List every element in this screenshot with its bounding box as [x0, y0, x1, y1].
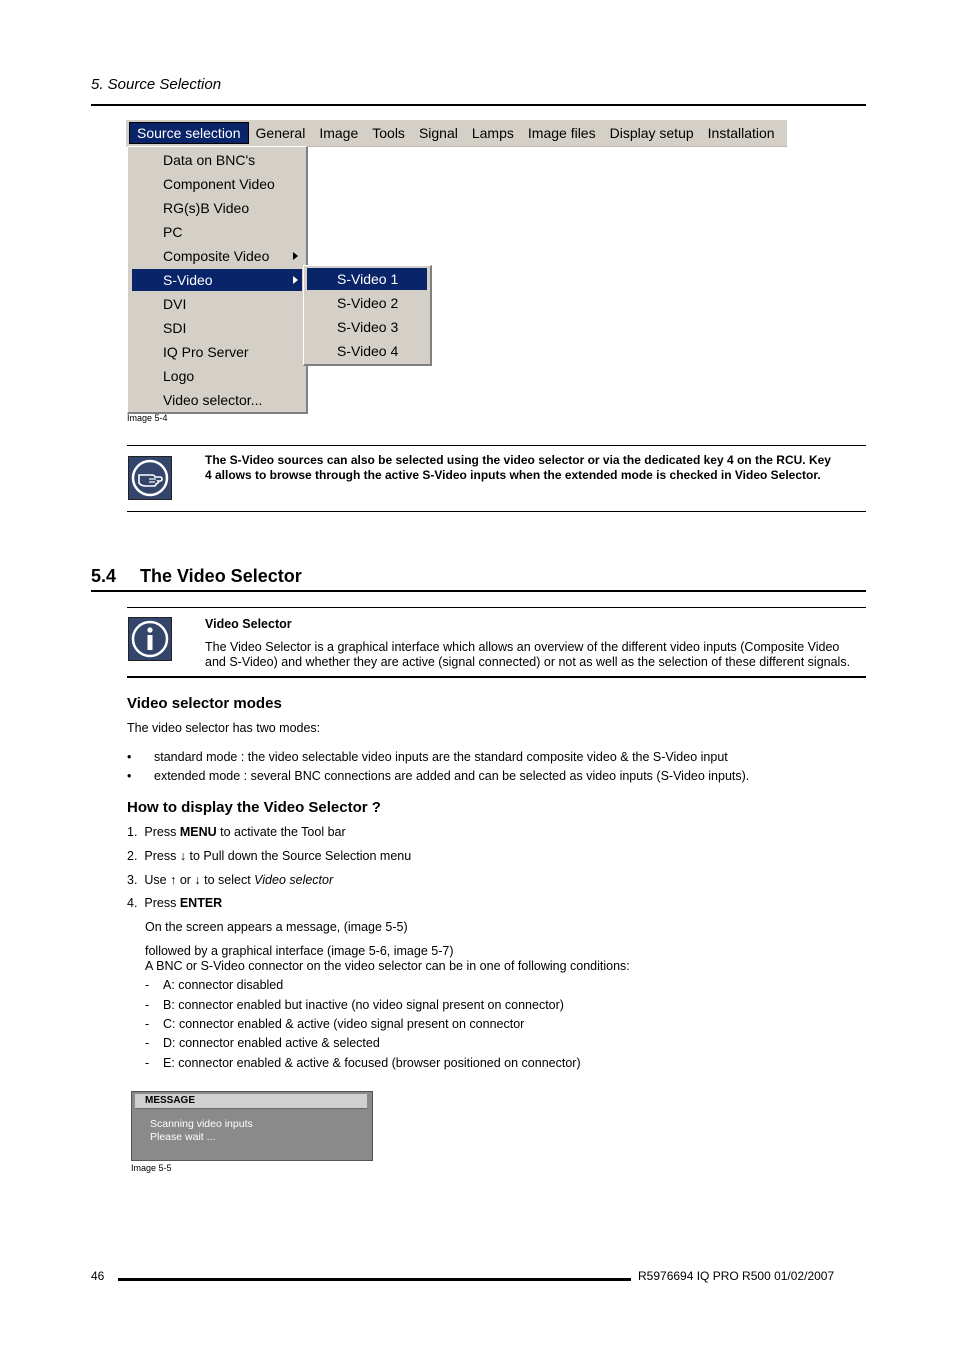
- tip-text: The S-Video sources can also be selected using the video selector or via the dedicated key 4 on the RCU. Key 4 allows to browse through the active S-Video inputs when the extended mode is checked in Video Selector.: [205, 453, 831, 482]
- dropdown-item-data-on-bncs[interactable]: Data on BNC's: [163, 152, 256, 168]
- message-line-2: Please wait ...: [150, 1131, 216, 1143]
- info-top-rule: [127, 607, 866, 608]
- menu-installation[interactable]: Installation: [707, 125, 775, 141]
- list-item: A: connector disabled: [163, 978, 284, 992]
- message-dialog: [131, 1091, 373, 1161]
- tip-bottom-rule: [127, 511, 866, 512]
- howto-heading: How to display the Video Selector ?: [127, 799, 381, 816]
- step-4-para-2a: followed by a graphical interface (image 5-6, image 5-7): [145, 944, 454, 958]
- list-item: B: connector enabled but inactive (no video signal present on connector): [163, 998, 564, 1012]
- tip-top-rule: [127, 445, 866, 446]
- info-icon: [128, 617, 172, 661]
- step-2: 2. Press ↓ to Pull down the Source Selection menu: [127, 849, 412, 863]
- info-text: The Video Selector is a graphical interface which allows an overview of the different video inputs (Composite Video and S-Video) and whether they are active (signal connected) or not as well as the selection of these different signals.: [205, 640, 851, 669]
- caption-image-5-5: Image 5-5: [131, 1163, 172, 1173]
- header-rule: [91, 104, 866, 106]
- message-title-bar: MESSAGE: [135, 1094, 367, 1109]
- menu-lamps[interactable]: Lamps: [471, 125, 514, 141]
- chevron-right-icon: [293, 252, 298, 260]
- dropdown-item-component-video[interactable]: Component Video: [163, 176, 275, 192]
- step-4-para-2b: A BNC or S-Video connector on the video selector can be in one of following conditions:: [145, 959, 630, 973]
- menu-display-setup[interactable]: Display setup: [609, 125, 694, 141]
- chevron-right-icon: [293, 276, 298, 284]
- menu-tools[interactable]: Tools: [372, 125, 405, 141]
- dropdown-item-iq-pro-server[interactable]: IQ Pro Server: [163, 344, 249, 360]
- menu-bar: [126, 120, 787, 147]
- submenu-item-s-video-4[interactable]: S-Video 4: [337, 343, 399, 359]
- modes-intro: The video selector has two modes:: [127, 721, 321, 735]
- dropdown-item-rgsb-video[interactable]: RG(s)B Video: [163, 200, 250, 216]
- message-line-1: Scanning video inputs: [150, 1118, 253, 1130]
- info-title: Video Selector: [205, 617, 292, 631]
- modes-heading: Video selector modes: [127, 695, 282, 712]
- dash-marker: -: [145, 1056, 150, 1070]
- bullet-marker: •: [127, 769, 132, 783]
- menu-source-selection[interactable]: Source selection: [129, 122, 249, 144]
- section-title: 5.4 The Video Selector: [91, 566, 302, 586]
- list-item: C: connector enabled & active (video signal present on connector: [163, 1017, 525, 1031]
- menu-signal[interactable]: Signal: [418, 125, 458, 141]
- list-item: extended mode : several BNC connections are added and can be selected as video inputs (S-Video inputs).: [154, 769, 750, 783]
- submenu-item-s-video-3[interactable]: S-Video 3: [337, 319, 399, 335]
- submenu-item-s-video-2[interactable]: S-Video 2: [337, 295, 399, 311]
- list-item: standard mode : the video selectable video inputs are the standard composite video & the S-Video input: [154, 750, 728, 764]
- menu-image-files[interactable]: Image files: [527, 125, 596, 141]
- page-number: 46: [91, 1269, 105, 1283]
- dash-marker: -: [145, 1017, 150, 1031]
- source-dropdown: [127, 146, 308, 414]
- dropdown-item-logo[interactable]: Logo: [163, 368, 195, 384]
- list-item: D: connector enabled active & selected: [163, 1036, 380, 1050]
- menu-image[interactable]: Image: [319, 125, 359, 141]
- dash-marker: -: [145, 978, 150, 992]
- chapter-header: 5. Source Selection: [91, 76, 222, 93]
- dropdown-item-video-selector[interactable]: Video selector...: [163, 392, 263, 408]
- step-1: 1. Press MENU to activate the Tool bar: [127, 825, 346, 839]
- dropdown-item-s-video[interactable]: S-Video: [132, 269, 302, 291]
- dropdown-item-pc[interactable]: PC: [163, 224, 183, 240]
- hand-pointer-icon: [128, 456, 172, 500]
- dropdown-item-sdi[interactable]: SDI: [163, 320, 187, 336]
- list-item: E: connector enabled & active & focused (browser positioned on connector): [163, 1056, 581, 1070]
- document-reference: R5976694 IQ PRO R500 01/02/2007: [638, 1269, 835, 1283]
- info-bottom-rule: [127, 676, 866, 678]
- bullet-marker: •: [127, 750, 132, 764]
- footer-rule: [118, 1278, 631, 1281]
- dropdown-item-dvi[interactable]: DVI: [163, 296, 187, 312]
- step-4: 4. Press ENTER: [127, 896, 223, 910]
- step-3: 3. Use ↑ or ↓ to select Video selector: [127, 873, 334, 887]
- step-4-para-1: On the screen appears a message, (image 5-5): [145, 920, 408, 934]
- dash-marker: -: [145, 998, 150, 1012]
- dropdown-item-composite-video[interactable]: Composite Video: [132, 245, 302, 267]
- section-rule: [91, 590, 866, 592]
- dash-marker: -: [145, 1036, 150, 1050]
- submenu-item-s-video-1[interactable]: S-Video 1: [307, 268, 427, 290]
- s-video-submenu: [303, 265, 432, 366]
- caption-image-5-4: Image 5-4: [127, 413, 168, 423]
- menu-general[interactable]: General: [255, 125, 306, 141]
